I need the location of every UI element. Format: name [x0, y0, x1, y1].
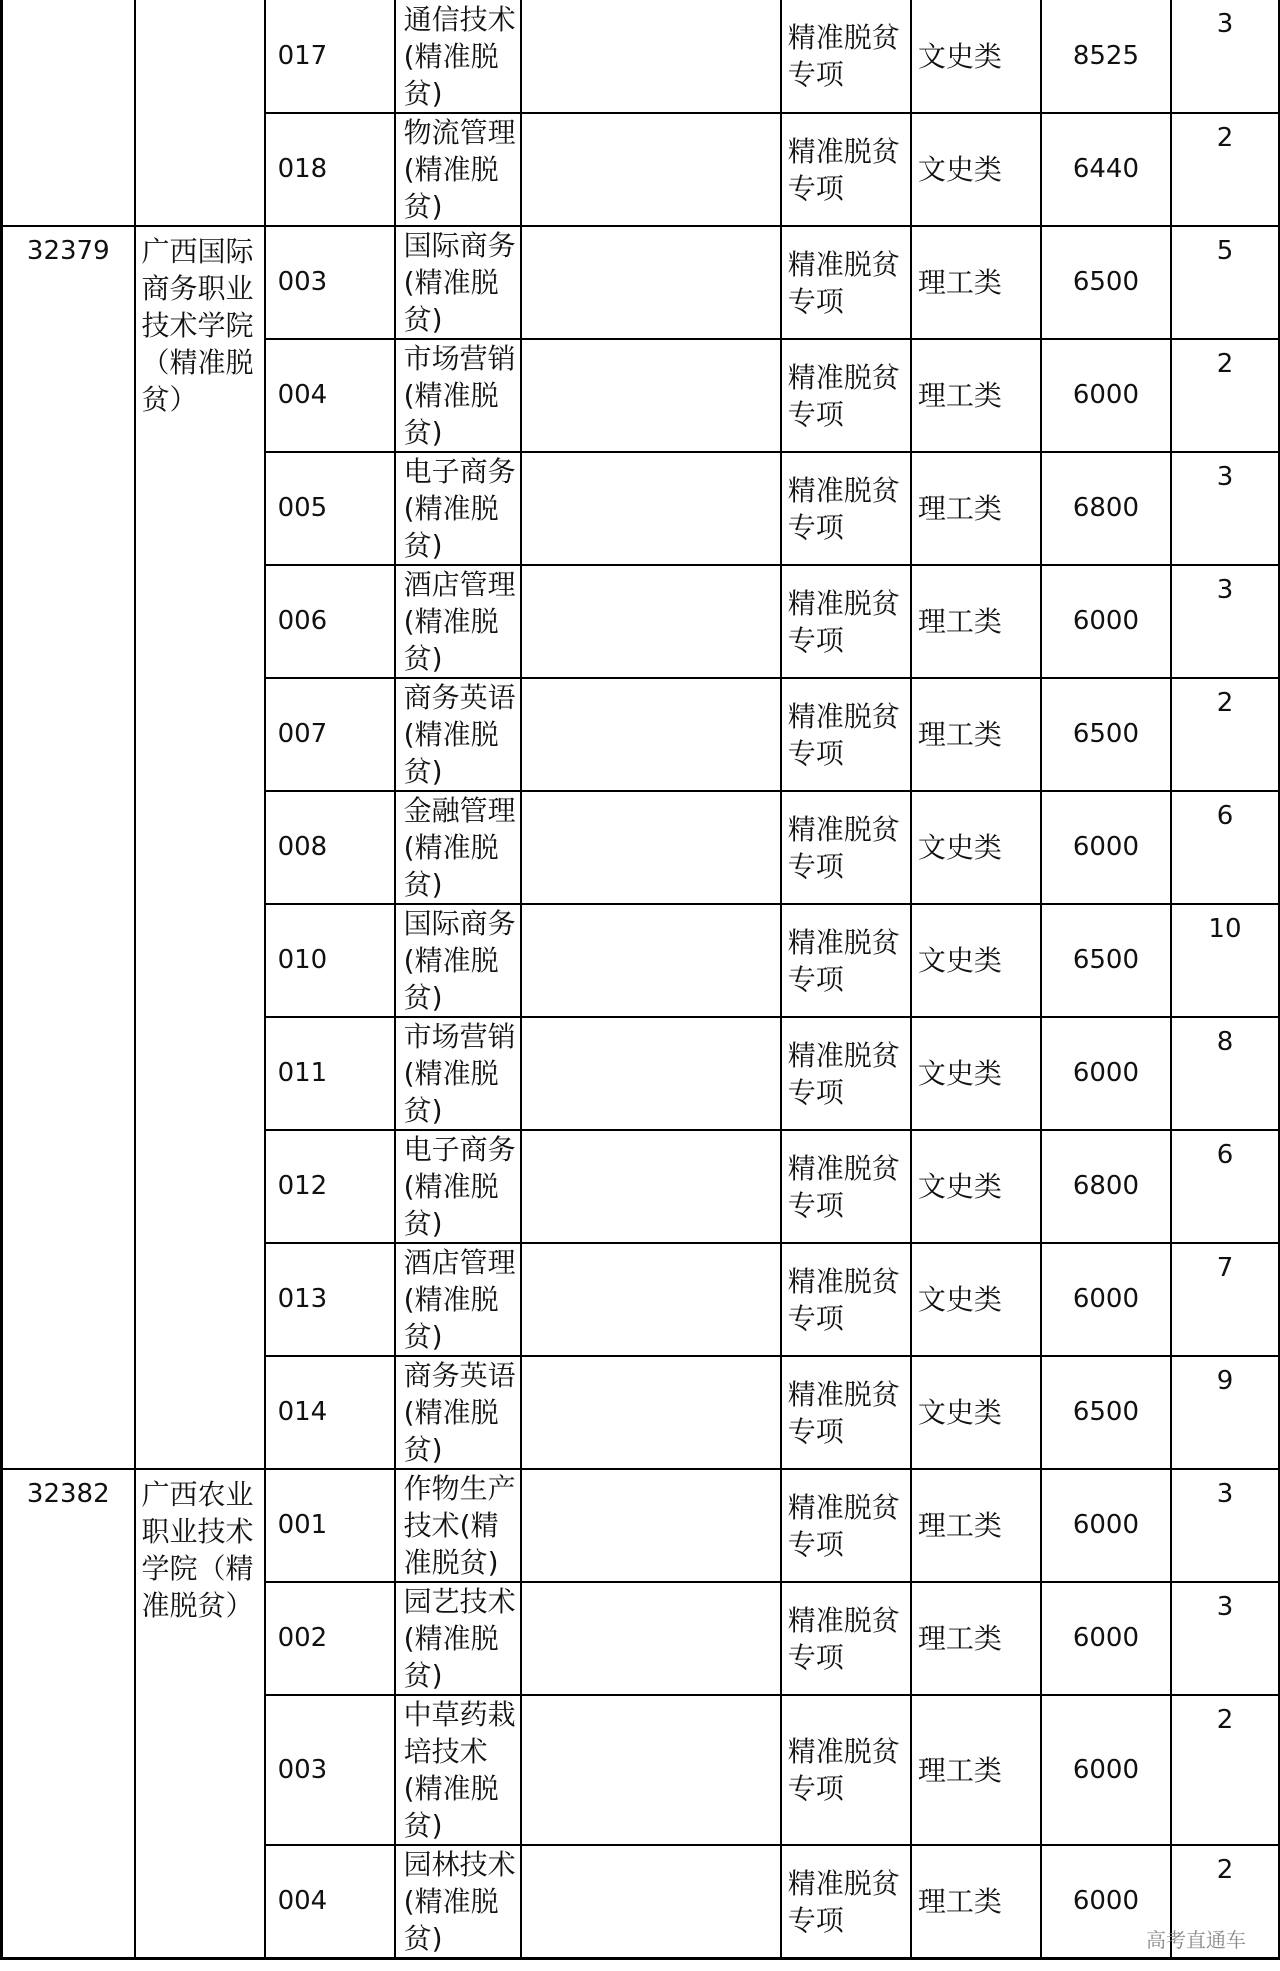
tuition-fee: 6000 [1041, 339, 1171, 452]
tuition-fee: 6500 [1041, 904, 1171, 1017]
blank-cell [521, 1582, 781, 1695]
plan-count: 3 [1171, 452, 1279, 565]
major-name: 电子商务(精准脱贫) [395, 1130, 521, 1243]
tuition-fee: 6500 [1041, 226, 1171, 339]
blank-cell [521, 1469, 781, 1582]
blank-cell [521, 452, 781, 565]
major-name: 国际商务(精准脱贫) [395, 904, 521, 1017]
plan-category: 精准脱贫专项 [781, 339, 911, 452]
tuition-fee: 6000 [1041, 565, 1171, 678]
blank-cell [521, 1243, 781, 1356]
plan-category: 精准脱贫专项 [781, 1356, 911, 1469]
plan-count: 2 [1171, 339, 1279, 452]
school-code [2, 0, 135, 226]
tuition-fee: 6000 [1041, 1582, 1171, 1695]
blank-cell [521, 678, 781, 791]
subject-type: 文史类 [911, 0, 1041, 113]
subject-type: 理工类 [911, 452, 1041, 565]
plan-category: 精准脱贫专项 [781, 791, 911, 904]
major-name: 酒店管理(精准脱贫) [395, 1243, 521, 1356]
tuition-fee: 6000 [1041, 1469, 1171, 1582]
subject-type: 文史类 [911, 904, 1041, 1017]
tuition-fee: 6000 [1041, 1243, 1171, 1356]
plan-count: 3 [1171, 565, 1279, 678]
plan-category: 精准脱贫专项 [781, 904, 911, 1017]
major-code: 017 [265, 0, 395, 113]
subject-type: 理工类 [911, 678, 1041, 791]
plan-category: 精准脱贫专项 [781, 1017, 911, 1130]
plan-category: 精准脱贫专项 [781, 226, 911, 339]
subject-type: 理工类 [911, 226, 1041, 339]
plan-count: 3 [1171, 1469, 1279, 1582]
plan-category: 精准脱贫专项 [781, 565, 911, 678]
plan-category: 精准脱贫专项 [781, 452, 911, 565]
tuition-fee: 6440 [1041, 113, 1171, 226]
major-name: 园林技术(精准脱贫) [395, 1845, 521, 1959]
blank-cell [521, 1130, 781, 1243]
blank-cell [521, 565, 781, 678]
plan-count: 9 [1171, 1356, 1279, 1469]
subject-type: 文史类 [911, 113, 1041, 226]
plan-category: 精准脱贫专项 [781, 1695, 911, 1845]
major-code: 013 [265, 1243, 395, 1356]
major-name: 中草药栽培技术(精准脱贫) [395, 1695, 521, 1845]
plan-count: 8 [1171, 1017, 1279, 1130]
subject-type: 理工类 [911, 565, 1041, 678]
school-code: 32382 [2, 1469, 135, 1959]
plan-count: 2 [1171, 1695, 1279, 1845]
subject-type: 理工类 [911, 1845, 1041, 1959]
tuition-fee: 6500 [1041, 1356, 1171, 1469]
subject-type: 理工类 [911, 1695, 1041, 1845]
table-row [2, 0, 1280, 113]
major-code: 005 [265, 452, 395, 565]
plan-count: 3 [1171, 0, 1279, 113]
major-code: 007 [265, 678, 395, 791]
major-name: 国际商务(精准脱贫) [395, 226, 521, 339]
major-code: 008 [265, 791, 395, 904]
plan-count: 5 [1171, 226, 1279, 339]
plan-category: 精准脱贫专项 [781, 113, 911, 226]
school-name [135, 0, 265, 226]
table-row [2, 226, 1280, 339]
tuition-fee: 6000 [1041, 1695, 1171, 1845]
tuition-fee: 6800 [1041, 1130, 1171, 1243]
major-name: 电子商务(精准脱贫) [395, 452, 521, 565]
plan-category: 精准脱贫专项 [781, 1130, 911, 1243]
major-name: 物流管理(精准脱贫) [395, 113, 521, 226]
subject-type: 文史类 [911, 791, 1041, 904]
school-name: 广西农业职业技术学院（精准脱贫） [135, 1469, 265, 1959]
plan-count: 6 [1171, 791, 1279, 904]
blank-cell [521, 904, 781, 1017]
major-name: 园艺技术(精准脱贫) [395, 1582, 521, 1695]
major-name: 市场营销(精准脱贫) [395, 339, 521, 452]
major-code: 004 [265, 1845, 395, 1959]
school-code: 32379 [2, 226, 135, 1469]
major-name: 通信技术(精准脱贫) [395, 0, 521, 113]
major-code: 010 [265, 904, 395, 1017]
blank-cell [521, 1845, 781, 1959]
plan-count: 2 [1171, 1845, 1279, 1959]
blank-cell [521, 0, 781, 113]
plan-count: 6 [1171, 1130, 1279, 1243]
major-name: 商务英语(精准脱贫) [395, 678, 521, 791]
major-code: 018 [265, 113, 395, 226]
plan-count: 10 [1171, 904, 1279, 1017]
watermark-text: 高考直通车 [1146, 1928, 1246, 1952]
subject-type: 理工类 [911, 1469, 1041, 1582]
major-name: 酒店管理(精准脱贫) [395, 565, 521, 678]
tuition-fee: 6000 [1041, 1017, 1171, 1130]
major-name: 金融管理(精准脱贫) [395, 791, 521, 904]
blank-cell [521, 1356, 781, 1469]
tuition-fee: 6000 [1041, 1845, 1171, 1959]
plan-category: 精准脱贫专项 [781, 1469, 911, 1582]
plan-category: 精准脱贫专项 [781, 678, 911, 791]
tuition-fee: 6500 [1041, 678, 1171, 791]
plan-category: 精准脱贫专项 [781, 1582, 911, 1695]
subject-type: 文史类 [911, 1356, 1041, 1469]
major-name: 作物生产技术(精准脱贫) [395, 1469, 521, 1582]
tuition-fee: 6800 [1041, 452, 1171, 565]
plan-category: 精准脱贫专项 [781, 1845, 911, 1959]
major-code: 001 [265, 1469, 395, 1582]
plan-count: 3 [1171, 1582, 1279, 1695]
table-row [2, 1469, 1280, 1582]
major-code: 004 [265, 339, 395, 452]
plan-count: 2 [1171, 678, 1279, 791]
blank-cell [521, 791, 781, 904]
tuition-fee: 6000 [1041, 791, 1171, 904]
blank-cell [521, 339, 781, 452]
major-code: 012 [265, 1130, 395, 1243]
major-code: 006 [265, 565, 395, 678]
subject-type: 理工类 [911, 1582, 1041, 1695]
blank-cell [521, 1017, 781, 1130]
major-code: 002 [265, 1582, 395, 1695]
subject-type: 文史类 [911, 1017, 1041, 1130]
blank-cell [521, 226, 781, 339]
tuition-fee: 8525 [1041, 0, 1171, 113]
major-code: 003 [265, 1695, 395, 1845]
blank-cell [521, 113, 781, 226]
major-code: 011 [265, 1017, 395, 1130]
major-code: 003 [265, 226, 395, 339]
plan-category: 精准脱贫专项 [781, 0, 911, 113]
plan-count: 2 [1171, 113, 1279, 226]
blank-cell [521, 1695, 781, 1845]
plan-category: 精准脱贫专项 [781, 1243, 911, 1356]
major-code: 014 [265, 1356, 395, 1469]
major-name: 市场营销(精准脱贫) [395, 1017, 521, 1130]
subject-type: 文史类 [911, 1130, 1041, 1243]
plan-count: 7 [1171, 1243, 1279, 1356]
major-name: 商务英语(精准脱贫) [395, 1356, 521, 1469]
subject-type: 文史类 [911, 1243, 1041, 1356]
subject-type: 理工类 [911, 339, 1041, 452]
school-name: 广西国际商务职业技术学院（精准脱贫） [135, 226, 265, 1469]
